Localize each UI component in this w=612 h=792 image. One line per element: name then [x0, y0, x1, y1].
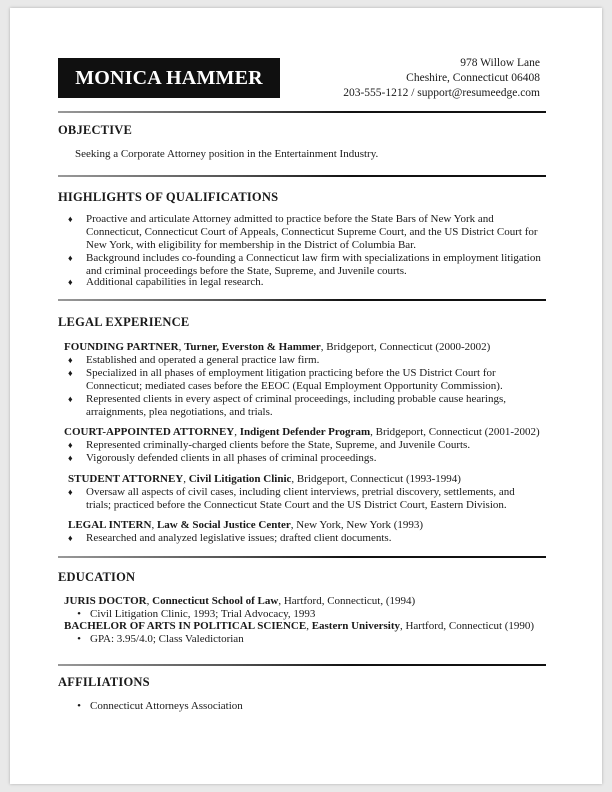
- job-bullet: ♦ Oversaw all aspects of civil cases, including client interviews, pretrial discovery, settlements, and trials; practiced before the Connecticut State Court and the US District Court, Eastern Division.: [68, 486, 515, 511]
- section-divider: [58, 299, 546, 301]
- highlight-item: ♦ Background includes co-founding a Connecticut law firm with specializations in employment litigation and criminal proceedings before the State, Supreme, and Juvenile courts.: [68, 252, 541, 277]
- affiliations-heading: AFFILIATIONS: [58, 675, 150, 689]
- highlights-heading: HIGHLIGHTS OF QUALIFICATIONS: [58, 190, 279, 204]
- address-line-2: Cheshire, Connecticut 06408: [406, 72, 540, 84]
- objective-heading: OBJECTIVE: [58, 123, 133, 137]
- job-bullet: ♦ Specialized in all phases of employment litigation practicing before the US District Court for Connecticut; mediated cases before the EEOC (Equal Employment Opportunity Commission).: [68, 367, 503, 392]
- degree-line: JURIS DOCTOR, Connecticut School of Law, Hartford, Connecticut, (1994): [64, 595, 416, 607]
- dot-bullet-icon: •: [77, 608, 81, 620]
- diamond-bullet-icon: ♦: [68, 394, 73, 404]
- affiliation-item: • Connecticut Attorneys Association: [68, 700, 243, 713]
- diamond-bullet-icon: ♦: [68, 487, 73, 497]
- experience-heading: LEGAL EXPERIENCE: [58, 315, 190, 329]
- highlight-item: ♦ Proactive and articulate Attorney admitted to practice before the State Bars of New York and Connecticut, Connecticut Court of Appeals, Connecticut Supreme Court, and the US District Court for New York, with eligibility for membership in the District of Columbia Bar.: [68, 213, 538, 251]
- name-banner: [58, 58, 280, 98]
- section-divider: [58, 556, 546, 558]
- highlight-item: ♦ Additional capabilities in legal research.: [68, 276, 264, 288]
- job-title-line: COURT-APPOINTED ATTORNEY, Indigent Defender Program, Bridgeport, Connecticut (2001-2002): [64, 426, 540, 438]
- diamond-bullet-icon: ♦: [68, 440, 73, 450]
- objective-text: Seeking a Corporate Attorney position in the Entertainment Industry.: [75, 148, 379, 160]
- candidate-name: MONICA HAMMER: [75, 66, 263, 89]
- job-bullet: ♦ Represented clients in every aspect of criminal proceedings, including probable cause hearings, arraignments, plea negotiations, and trials.: [68, 393, 506, 418]
- dot-bullet-icon: •: [77, 700, 81, 712]
- job-bullet: ♦ Vigorously defended clients in all phases of criminal proceedings.: [68, 452, 377, 464]
- diamond-bullet-icon: ♦: [68, 368, 73, 378]
- degree-line: BACHELOR OF ARTS IN POLITICAL SCIENCE, Eastern University, Hartford, Connecticut (1990): [64, 620, 535, 632]
- job-title-line: LEGAL INTERN, Law & Social Justice Center, New York, New York (1993): [68, 519, 424, 531]
- section-divider: [58, 664, 546, 666]
- diamond-bullet-icon: ♦: [68, 355, 73, 365]
- degree-detail: • GPA: 3.95/4.0; Class Valedictorian: [68, 633, 244, 646]
- phone-email: 203-555-1212 / support@resumeedge.com: [343, 87, 540, 99]
- section-divider: [58, 175, 546, 177]
- education-heading: EDUCATION: [58, 570, 136, 584]
- contact-block: [280, 56, 540, 101]
- job-bullet: ♦ Researched and analyzed legislative issues; drafted client documents.: [68, 532, 392, 544]
- job-title-line: FOUNDING PARTNER, Turner, Everston & Hammer, Bridgeport, Connecticut (2000-2002): [64, 341, 491, 353]
- diamond-bullet-icon: ♦: [68, 253, 73, 263]
- job-bullet: ♦ Represented criminally-charged clients before the State, Supreme, and Juvenile Courts.: [68, 439, 471, 451]
- diamond-bullet-icon: ♦: [68, 453, 73, 463]
- address-line-1: 978 Willow Lane: [460, 57, 540, 69]
- diamond-bullet-icon: ♦: [68, 214, 73, 224]
- job-bullet: ♦ Established and operated a general practice law firm.: [68, 354, 320, 366]
- dot-bullet-icon: •: [77, 633, 81, 645]
- diamond-bullet-icon: ♦: [68, 533, 73, 543]
- section-divider: [58, 111, 546, 113]
- job-title-line: STUDENT ATTORNEY, Civil Litigation Clinic, Bridgeport, Connecticut (1993-1994): [68, 473, 461, 485]
- diamond-bullet-icon: ♦: [68, 277, 73, 287]
- degree-detail: • Civil Litigation Clinic, 1993; Trial Advocacy, 1993: [68, 608, 315, 621]
